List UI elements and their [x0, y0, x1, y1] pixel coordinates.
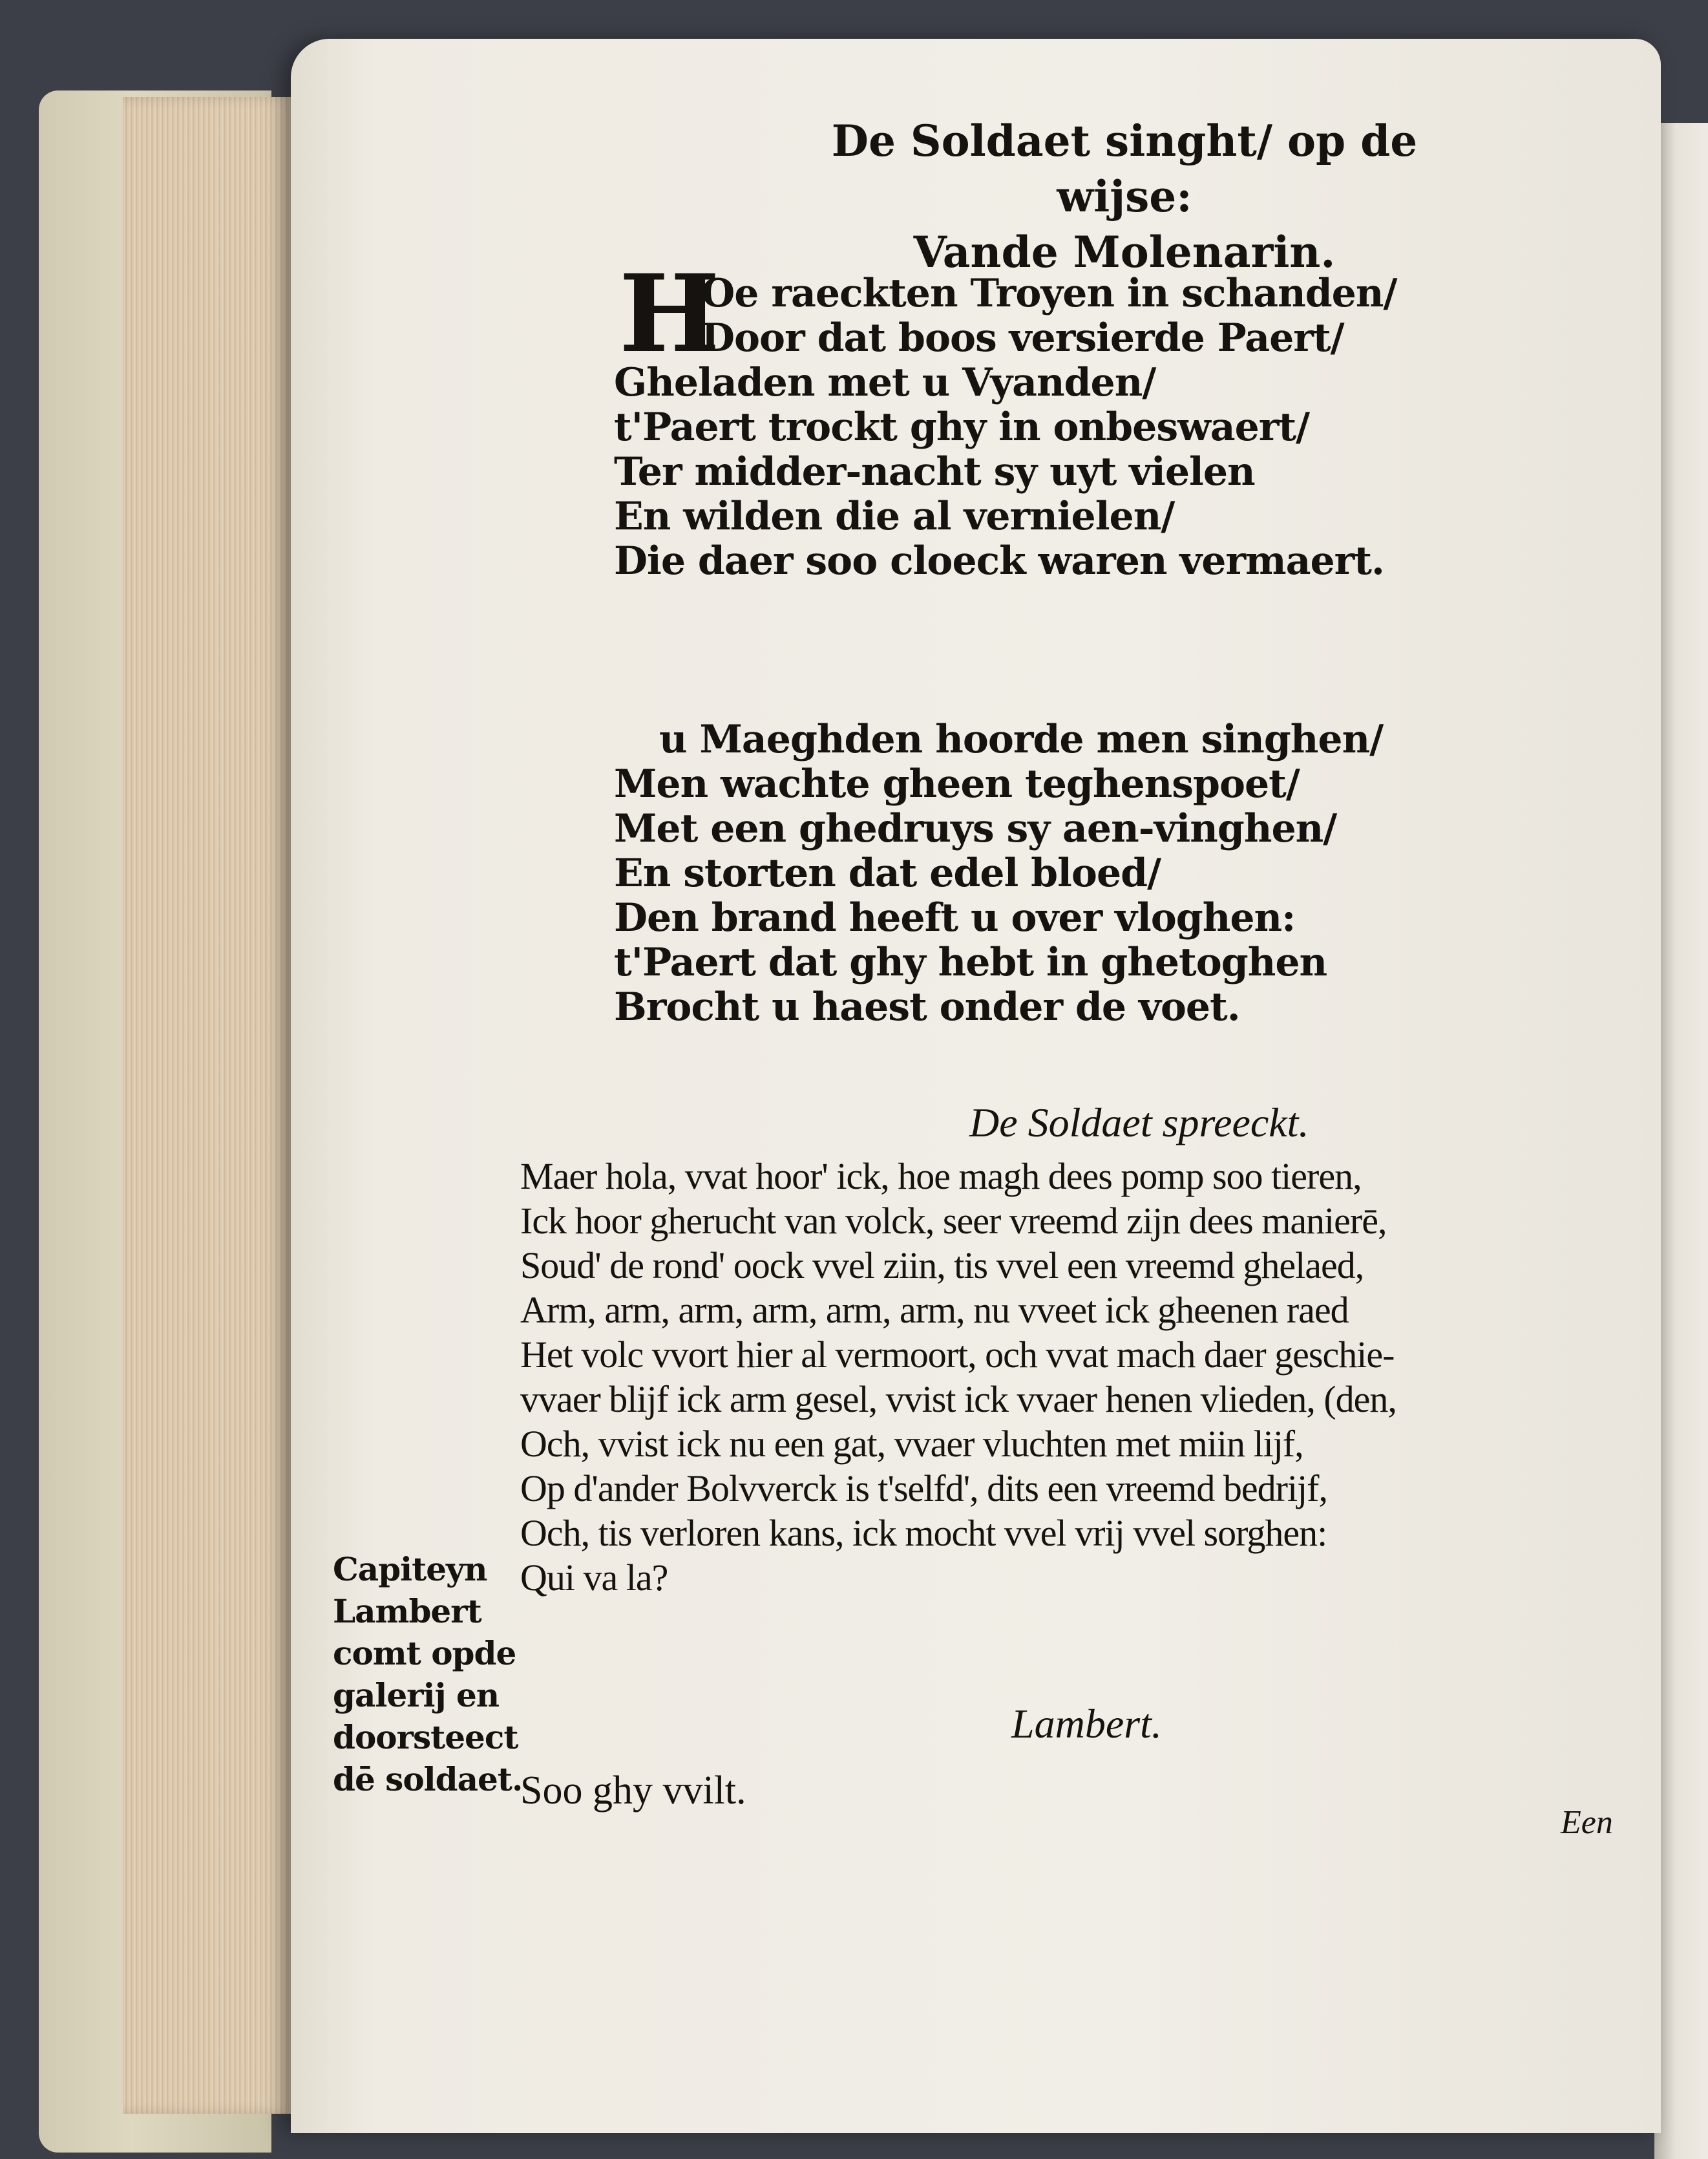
stage-line: dē soldaet. — [333, 1760, 523, 1798]
reply-line: Soo ghy vvilt. — [520, 1769, 746, 1813]
verse-line: Men wachte gheen teghenspoet/ — [614, 761, 1300, 807]
prose-line: Maer hola, vvat hoor' ick, hoe magh dees pomp soo tieren, — [520, 1155, 1362, 1197]
verse-line: En wilden die al vernielen/ — [614, 494, 1175, 539]
catchword: Een — [1561, 1804, 1613, 1841]
verse-line: Door dat boos versierde Paert/ — [701, 315, 1344, 361]
speaker-lambert: Lambert. — [1011, 1701, 1162, 1747]
stanza-2 — [614, 718, 1383, 1030]
speaker-soldaet: De Soldaet spreeckt. — [969, 1100, 1309, 1145]
prose-line: Soud' de rond' oock vvel ziin, tis vvel een vreemd ghelaed, — [520, 1244, 1364, 1286]
verse-line: t'Paert dat ghy hebt in ghetoghen — [614, 940, 1327, 985]
page-block-edges — [123, 97, 291, 2114]
prose-line: Qui va la? — [520, 1557, 668, 1599]
prose-line: Het volc vvort hier al vermoort, och vvat mach daer geschie- — [520, 1334, 1395, 1376]
drop-capital: H — [619, 251, 720, 376]
prose-line: vvaer blijf ick arm gesel, vvist ick vvaer henen vlieden, (den, — [520, 1378, 1397, 1420]
verse-line: Den brand heeft u over vloghen: — [614, 895, 1296, 941]
stanza-1 — [614, 271, 1397, 584]
verse-line: u Maeghden hoorde men singhen/ — [659, 717, 1384, 762]
heading-line-2: Vande Molenarin. — [913, 227, 1336, 277]
verse-line: Brocht u haest onder de voet. — [614, 984, 1240, 1030]
verse-line: En storten dat edel bloed/ — [614, 851, 1161, 896]
stage-line: Lambert — [333, 1592, 481, 1630]
verse-line: Ter midder-nacht sy uyt vielen — [614, 449, 1255, 495]
prose-line: Op d'ander Bolvverck is t'selfd', dits een vreemd bedrijf, — [520, 1467, 1327, 1509]
stage-line: doorsteect — [333, 1718, 518, 1756]
prose-line: Och, tis verloren kans, ick mocht vvel vrij vvel sorghen: — [520, 1512, 1327, 1554]
song-heading — [763, 113, 1486, 280]
prose-line: Och, vvist ick nu een gat, vvaer vluchten met miin lijf, — [520, 1423, 1303, 1465]
stage-direction — [333, 1548, 522, 1800]
prose-line: Arm, arm, arm, arm, arm, arm, nu vveet ick gheenen raed — [520, 1289, 1349, 1331]
heading-line-1: De Soldaet singht/ op de wijse: — [831, 116, 1418, 222]
verse-line: Oe raeckten Troyen in schanden/ — [701, 271, 1397, 316]
verse-line: Die daer soo cloeck waren vermaert. — [614, 538, 1384, 584]
stage-line: galerij en — [333, 1676, 500, 1714]
facing-page-edge — [1654, 123, 1708, 2159]
stage-line: comt opde — [333, 1634, 516, 1672]
prose-line: Ick hoor gherucht van volck, seer vreemd zijn dees manierē, — [520, 1200, 1387, 1242]
verse-line: Gheladen met u Vyanden/ — [614, 360, 1156, 405]
verse-line: Met een ghedruys sy aen-vinghen/ — [614, 806, 1337, 851]
verse-line: t'Paert trockt ghy in onbeswaert/ — [614, 405, 1310, 450]
stage-line: Capiteyn — [333, 1550, 487, 1588]
prose-speech — [520, 1154, 1632, 1600]
